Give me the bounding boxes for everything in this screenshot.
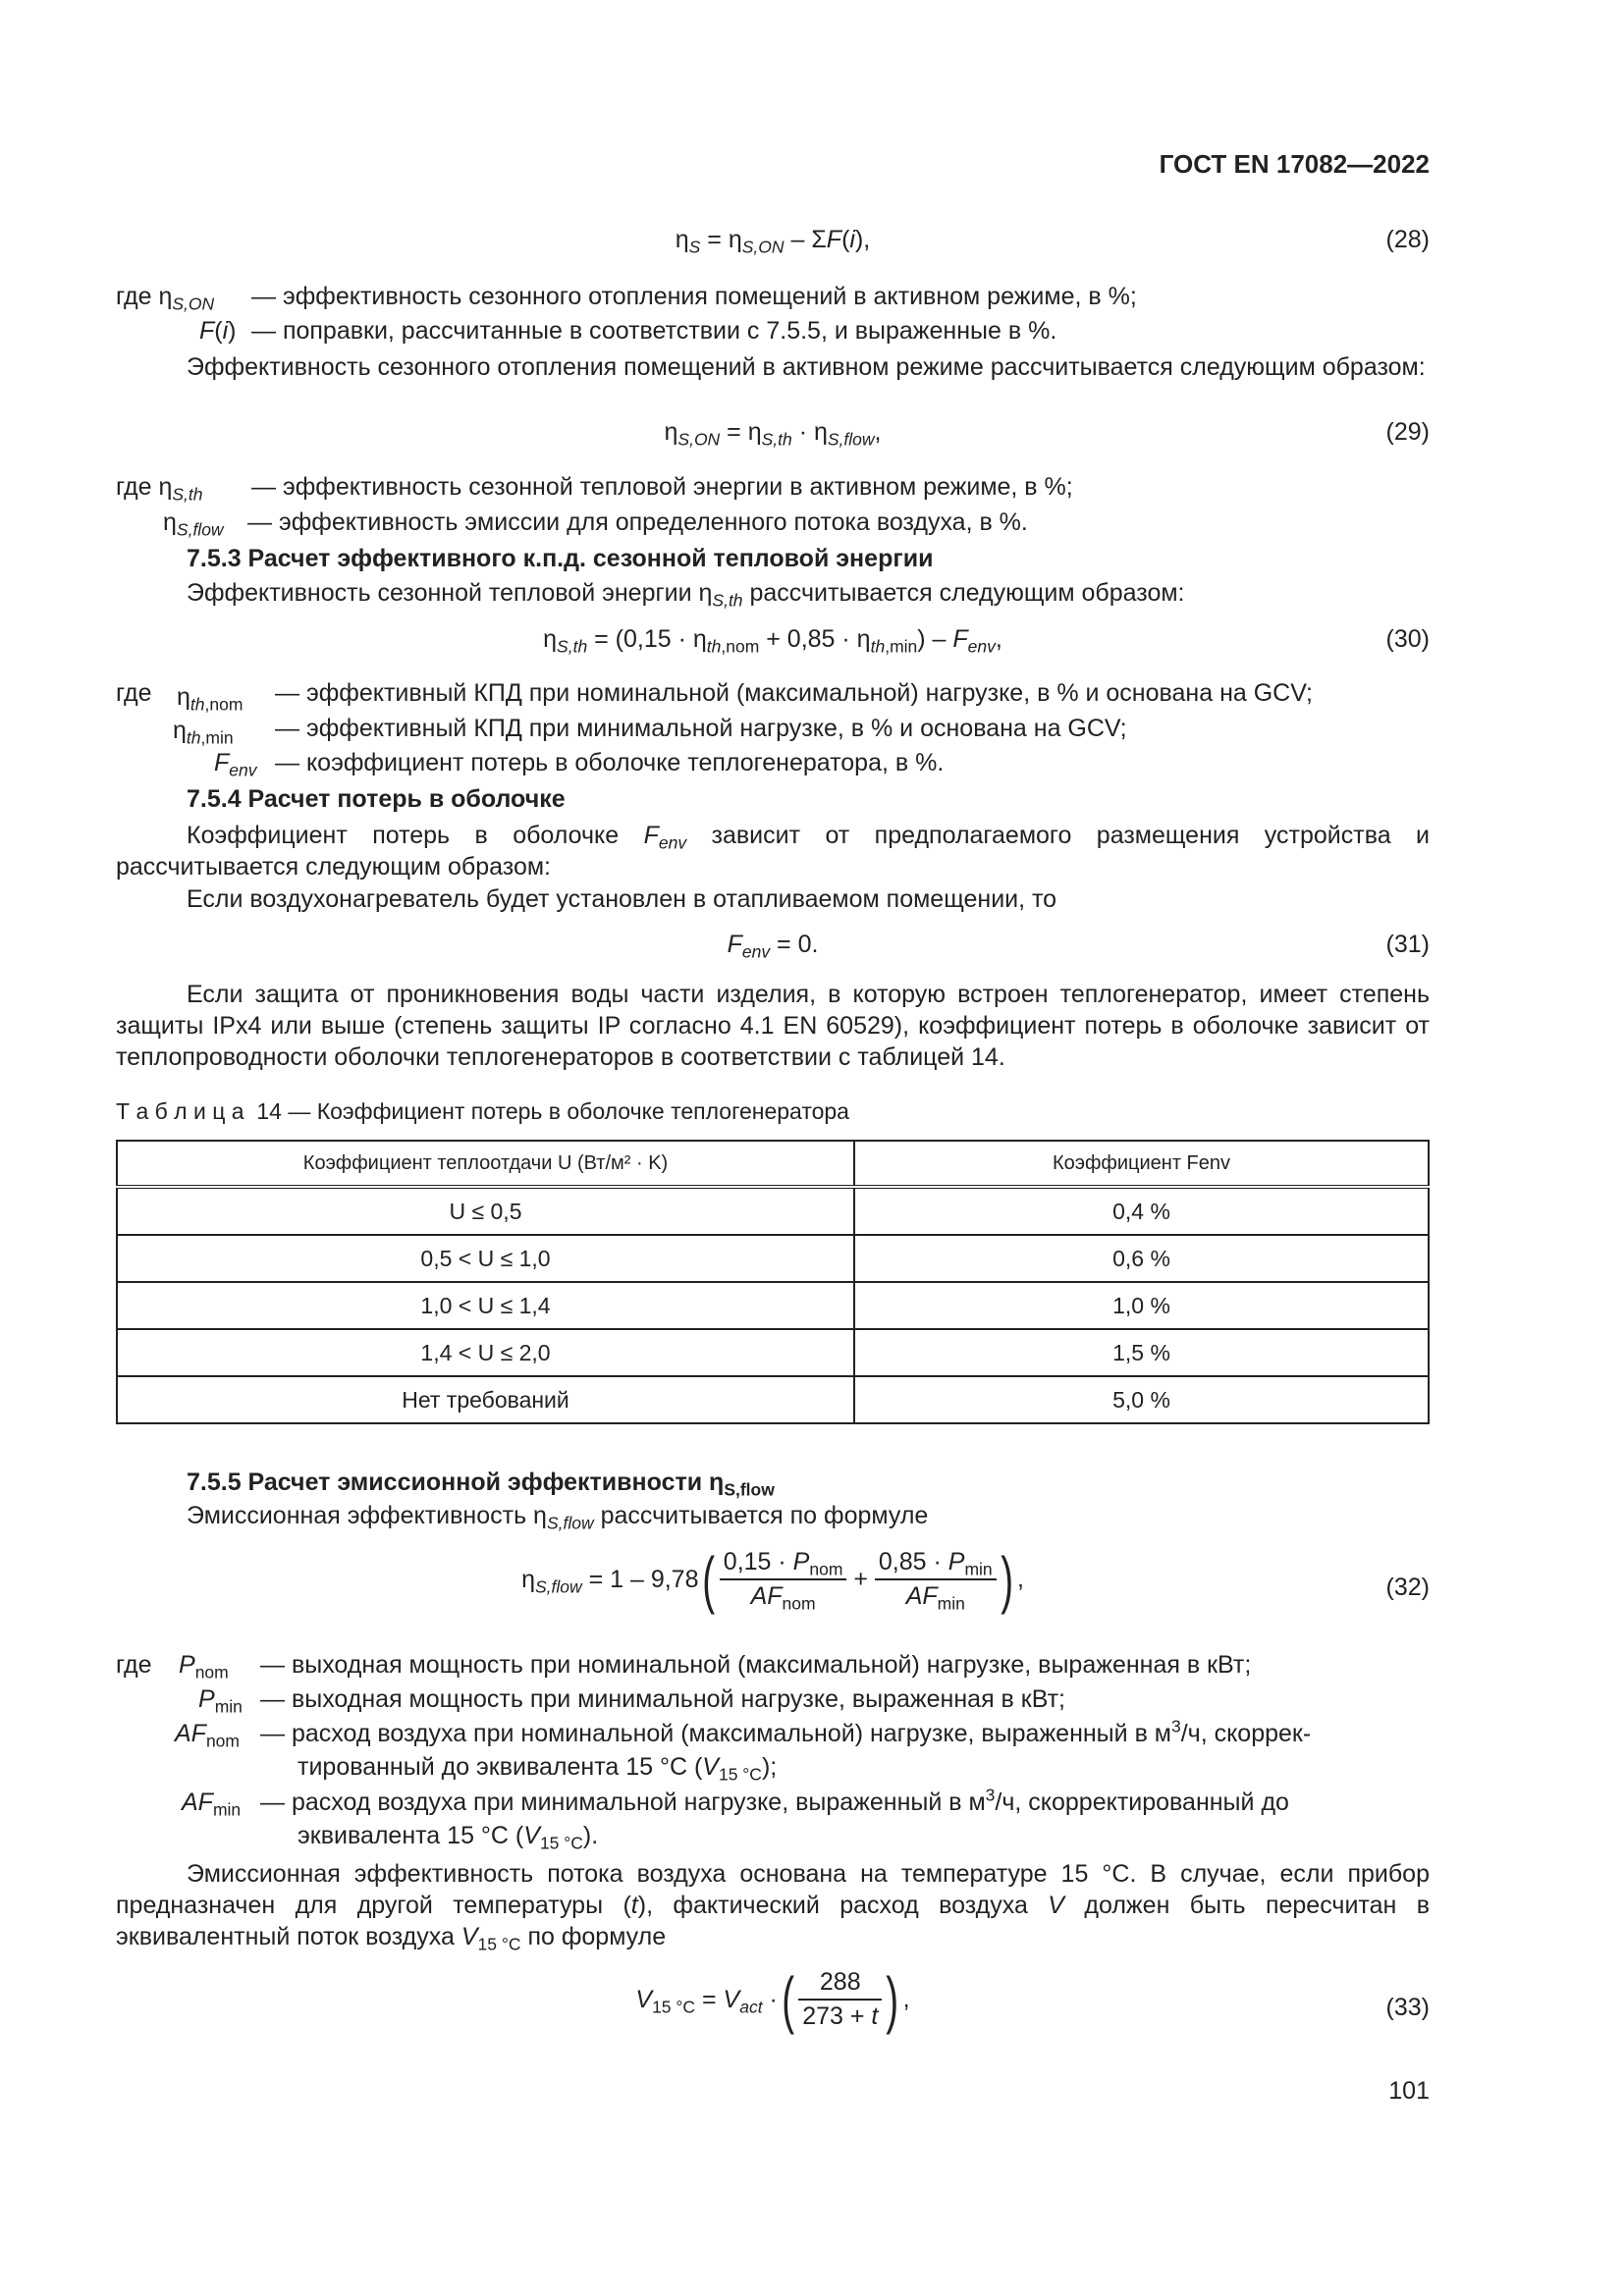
- symbol-eta-th-min: $\eta_{th,min}$: [173, 717, 234, 748]
- definition-eta-s-flow: — эффективность эмиссии для определенного потока воздуха, в %.: [247, 508, 1028, 536]
- definition-af-min: — расход воздуха при минимальной нагрузке, выраженный в $м^3/ч$, скорректированный до: [260, 1785, 1289, 1816]
- column-header-f-env: Коэффициент Fenv: [854, 1141, 1429, 1187]
- definition-eta-th-min: — эффективный КПД при минимальной нагрузке, в % и основана на GCV;: [275, 715, 1127, 742]
- symbol-p-nom: $P_{nom}$: [179, 1651, 229, 1682]
- paragraph-31-condition: Если воздухонагреватель будет установлен в отапливаемом помещении, то: [187, 885, 1057, 913]
- equation-29: $\eta_{S,ON} = \eta_{S,th} \cdot \eta_{S,flow}$, (29): [664, 418, 1430, 450]
- definition-eta-th-nom: — эффективный КПД при номинальной (максимальной) нагрузке, в % и основана на GCV;: [275, 679, 1313, 707]
- definition-af-nom: — расход воздуха при номинальной (максимальной) нагрузке, выраженный в $м^3/ч$, скоррек-: [260, 1716, 1312, 1747]
- equation-number: (32): [1385, 1574, 1430, 1601]
- definition-af-min-continued: эквивалента 15 °C $(V_{15 ^\circ C})$.: [298, 1822, 599, 1853]
- paragraph-ip-protection: Если защита от проникновения воды части изделия, в которую встроен теплогенератор, имеет степень защиты IPx4 или выше (степень защиты IP согласно 4.1 EN 60529), коэффициент потерь в оболочке зависит от теплопроводности оболочки теплогенераторов в соответствии с таблицей 14.: [116, 981, 1430, 1071]
- cell-u: Нет требований: [117, 1376, 854, 1423]
- table-14: [116, 1140, 1430, 1424]
- cell-f-env: 0,4 %: [854, 1187, 1429, 1235]
- symbol-f-i: F(i): [199, 317, 237, 345]
- cell-u: U ≤ 0,5: [117, 1187, 854, 1235]
- equation-number: (31): [1385, 931, 1430, 958]
- definition-p-min: — выходная мощность при минимальной нагрузке, выраженная в кВт;: [260, 1685, 1065, 1713]
- definition-f-i: — поправки, рассчитанные в соответствии с 7.5.5, и выраженные в %.: [251, 317, 1057, 345]
- paragraph-29: Эффективность сезонного отопления помещений в активном режиме рассчитывается следующим образом:: [187, 353, 1426, 381]
- symbol-af-nom: $AF_{nom}$: [175, 1720, 240, 1751]
- symbol-eta-th-nom: $\eta_{th,nom}$: [177, 683, 244, 715]
- cell-u: 0,5 < U ≤ 1,0: [117, 1235, 854, 1282]
- where-label: где $\eta_{S,th}$: [116, 473, 203, 505]
- paragraph-30: Эффективность сезонной тепловой энергии $\eta_{S,th}$ рассчитывается следующим образом:: [187, 579, 1185, 611]
- section-heading-7-5-3: 7.5.3 Расчет эффективного к.п.д. сезонной тепловой энергии: [187, 545, 934, 572]
- equation-33: $V_{15 ^\circ C} = V_{act}$ ·( $\frac{288}{273 + t}$ ) , (33): [635, 1964, 1430, 2035]
- equation-number: (30): [1385, 625, 1430, 653]
- table-row: [117, 1376, 1429, 1423]
- table-header-row: [117, 1141, 1429, 1187]
- where-label: где $\eta_{S,ON}$: [116, 283, 215, 314]
- symbol-eta-s-flow: $\eta_{S,flow}$: [163, 508, 224, 540]
- section-heading-7-5-5: 7.5.5 Расчет эмиссионной эффективности $\eta_{S,flow}$: [187, 1468, 775, 1500]
- table-caption: Т а б л и ц а 14 — Коэффициент потерь в оболочке теплогенератора: [116, 1098, 849, 1124]
- paragraph-31: Коэффициент потерь в оболочке $F_{env}$ зависит от предполагаемого размещения устройства и рассчитывается следующим образом:: [116, 822, 1430, 881]
- definition-f-env: — коэффициент потерь в оболочке теплогенератора, в %.: [275, 749, 945, 776]
- where-label: где: [116, 1651, 152, 1679]
- equation-32: $\eta_{S,flow} = 1 - 9,78$( $\frac{0,15 \cdot P_{nom}}{AF_{nom}}$ + $\frac{0,85 \cdot P_{min}}{AF_{min}}$ ) , (32): [521, 1544, 1430, 1615]
- equation-number: (29): [1385, 418, 1430, 446]
- section-heading-7-5-4: 7.5.4 Расчет потерь в оболочке: [187, 785, 566, 813]
- symbol-af-min: $AF_{min}$: [182, 1789, 242, 1820]
- symbol-f-env: $F_{env}$: [214, 749, 257, 780]
- definition-eta-s-th: — эффективность сезонной тепловой энергии в активном режиме, в %;: [251, 473, 1073, 501]
- equation-31: $F_{env} = 0$. (31): [727, 931, 1430, 962]
- equation-28: $\eta_S = \eta_{S,ON} - \Sigma F(i)$, (28): [675, 226, 1430, 257]
- page-number: 101: [1388, 2077, 1430, 2105]
- table-row: [117, 1282, 1429, 1329]
- column-header-u: Коэффициент теплоотдачи U (Вт/м² · K): [117, 1141, 854, 1187]
- definition-p-nom: — выходная мощность при номинальной (максимальной) нагрузке, выраженная в кВт;: [260, 1651, 1252, 1679]
- equation-number: (33): [1385, 1994, 1430, 2021]
- document-header: ГОСТ EN 17082—2022: [1159, 149, 1430, 179]
- cell-u: 1,4 < U ≤ 2,0: [117, 1329, 854, 1376]
- where-label: где: [116, 679, 152, 707]
- cell-f-env: 1,5 %: [854, 1329, 1429, 1376]
- cell-f-env: 0,6 %: [854, 1235, 1429, 1282]
- cell-f-env: 5,0 %: [854, 1376, 1429, 1423]
- table-row: [117, 1329, 1429, 1376]
- cell-u: 1,0 < U ≤ 1,4: [117, 1282, 854, 1329]
- equation-30: $\eta_{S,th} = (0,15 \cdot \eta_{th,nom} + 0,85 \cdot \eta_{th,min}) - F_{env}$, (30): [543, 625, 1430, 657]
- paragraph-33: Эмиссионная эффективность потока воздуха основана на температуре 15 °C. В случае, если прибор предназначен для другой температуры (t), фактический расход воздуха V должен быть пересчитан в эквивалентный поток воздуха $V_{15 ^\circ C}$ по формуле: [116, 1860, 1430, 1954]
- definition-eta-s-on: — эффективность сезонного отопления помещений в активном режиме, в %;: [251, 283, 1137, 310]
- cell-f-env: 1,0 %: [854, 1282, 1429, 1329]
- definition-af-nom-continued: тированный до эквивалента 15 °C $(V_{15 ^\circ C})$;: [298, 1753, 778, 1785]
- table-row: [117, 1187, 1429, 1235]
- paragraph-32: Эмиссионная эффективность $\eta_{S,flow}$ рассчитывается по формуле: [187, 1502, 929, 1533]
- table-row: [117, 1235, 1429, 1282]
- symbol-p-min: $P_{min}$: [198, 1685, 243, 1717]
- equation-number: (28): [1385, 226, 1430, 253]
